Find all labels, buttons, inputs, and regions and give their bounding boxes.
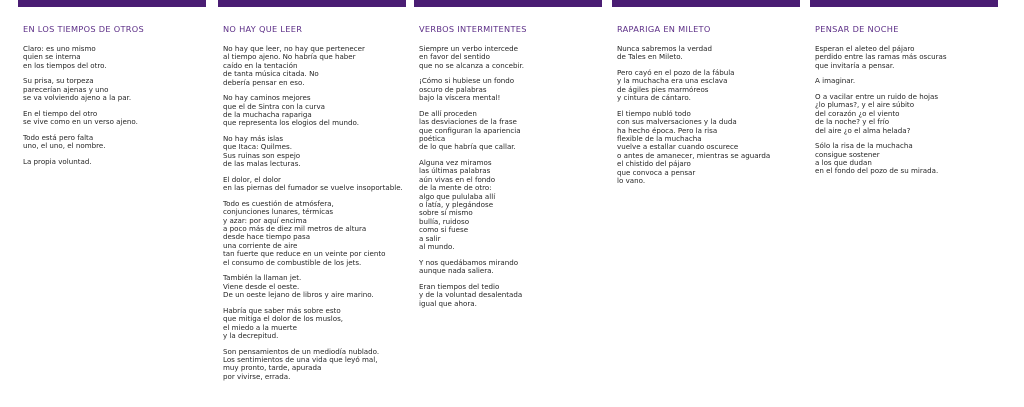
column-header-bar	[218, 0, 406, 7]
verse-line: El dolor, el dolor	[223, 174, 281, 184]
verse-line: de la mente de otro:	[419, 183, 492, 193]
verse-line: Son pensamientos de un mediodía nublado.	[223, 346, 380, 356]
verse-line: en el fondo del pozo de su mirada.	[815, 166, 939, 176]
verse-line: De un oeste lejano de libros y aire marino.	[223, 290, 374, 300]
verse-line: igual que ahora.	[419, 298, 477, 308]
verse-line: conjunciones lunares, térmicas	[223, 207, 334, 217]
verse-line: bajo la víscera mental!	[419, 93, 501, 103]
verse-line: Los sentimientos de una vida que leyó mal,	[223, 354, 378, 364]
verse-line: Su prisa, su torpeza	[23, 76, 94, 86]
verse-line: Pero cayó en el pozo de la fábula	[617, 68, 735, 77]
verse-line: flexible de la muchacha	[617, 134, 702, 144]
verse-line: por vivirse, errada.	[223, 371, 291, 381]
column-header-bar	[810, 0, 998, 7]
verse-line: No hay más islas	[223, 134, 284, 144]
verse-line: sobre sí mismo	[419, 208, 473, 218]
poem-title: EN LOS TIEMPOS DE OTROS	[23, 24, 145, 34]
verse-line: a poco más de diez mil metros de altura	[223, 224, 367, 234]
verse-line: al mundo.	[419, 242, 455, 252]
stanza	[223, 135, 406, 169]
verse-line: de ágiles pies marmóreos	[617, 84, 709, 94]
verse-line: del aire ¿o el alma helada?	[815, 125, 911, 135]
verse-line: en los tiempos del otro.	[23, 60, 107, 70]
verse-line: que Itaca: Quilmes.	[223, 142, 292, 152]
verse-line: O a vacilar entre un ruido de hojas	[815, 92, 939, 101]
verse-line: aunque nada saliera.	[419, 266, 494, 276]
verse-line: a los que dudan	[815, 158, 872, 168]
verse-line: algo que pululaba allí	[419, 191, 496, 201]
stanza	[223, 274, 406, 299]
verse-line: y de la voluntad desalentada	[419, 290, 523, 300]
poem-body	[815, 45, 998, 176]
verse-line: que representa los elogios del mundo.	[223, 118, 359, 128]
stanza	[419, 110, 602, 152]
verse-line: Sus ruinas son espejo	[223, 150, 301, 160]
stanza	[223, 348, 406, 382]
verse-line: aún vivas en el fondo	[419, 174, 496, 184]
verse-line: que no se alcanza a concebir.	[419, 60, 525, 70]
verse-line: el consumo de combustible de los jets.	[223, 257, 362, 267]
verse-line: como si fuese	[419, 225, 469, 235]
poem-body	[617, 45, 800, 185]
stanza	[23, 158, 206, 166]
verse-line: a salir	[419, 233, 441, 243]
verse-line: debería pensar en eso.	[223, 77, 305, 87]
stanza	[419, 283, 602, 308]
verse-line: caído en la tentación	[223, 60, 298, 70]
verse-line: de las malas lecturas.	[223, 159, 301, 169]
verse-line: que mitiga el dolor de los muslos,	[223, 314, 344, 324]
verse-line: Sólo la risa de la muchacha	[815, 141, 913, 151]
stanza	[223, 176, 406, 193]
verse-line: Y nos quedábamos mirando	[419, 257, 519, 267]
verse-line: al tiempo ajeno. No habría que haber	[223, 52, 356, 62]
stanza	[23, 77, 206, 102]
stanza	[419, 159, 602, 251]
stanza	[419, 77, 602, 102]
verse-line: Nunca sabremos la verdad	[617, 44, 712, 53]
verse-line: perdido entre las ramas más oscuras	[815, 52, 947, 62]
verse-line: ¡Cómo si hubiese un fondo	[419, 76, 515, 86]
verse-line: con sus malversaciones y la duda	[617, 117, 737, 127]
stanza	[223, 307, 406, 341]
verse-line: parecerían ajenas y uno	[23, 84, 109, 94]
verse-line: las desviaciones de la frase	[419, 117, 517, 127]
verse-line: lo vano.	[617, 176, 646, 186]
verse-line: Siempre un verbo intercede	[419, 44, 518, 53]
verse-line: y cintura de cántaro.	[617, 93, 691, 103]
verse-line: consigue sostener	[815, 149, 880, 159]
stanza	[223, 94, 406, 128]
verse-line: Todo está pero falta	[23, 132, 94, 142]
verse-line: Viene desde el oeste.	[223, 281, 300, 291]
verse-line: que configuran la apariencia	[419, 125, 521, 135]
stanza	[419, 45, 602, 70]
stanza	[23, 45, 206, 70]
verse-line: de tanta música citada. No	[223, 69, 319, 79]
verse-line: que el de Sintra con la curva	[223, 101, 326, 111]
verse-line: desde hace tiempo pasa	[223, 232, 311, 242]
stanza	[617, 69, 800, 103]
verse-line: una corriente de aire	[223, 240, 298, 250]
verse-line: Todo es cuestión de atmósfera,	[223, 198, 334, 208]
verse-line: No hay que leer, no hay que pertenecer	[223, 44, 365, 53]
poem-title: VERBOS INTERMITENTES	[419, 24, 527, 34]
poem-column-3	[414, 0, 602, 315]
verse-line: Habría que saber más sobre esto	[223, 305, 341, 315]
verse-line: en las piernas del fumador se vuelve insoportable.	[223, 183, 403, 193]
verse-line: el chistido del pájaro	[617, 159, 691, 169]
stanza	[815, 45, 998, 70]
stanza	[815, 142, 998, 176]
poem-body	[23, 45, 206, 166]
verse-line: se vive como en un verso ajeno.	[23, 117, 138, 127]
verse-line: que invitaría a pensar.	[815, 60, 895, 70]
verse-line: No hay caminos mejores	[223, 93, 311, 103]
verse-line: o antes de amanecer, mientras se aguarda	[617, 150, 771, 160]
verse-line: De allí proceden	[419, 108, 477, 118]
poem-body	[223, 45, 406, 381]
stanza	[815, 93, 998, 135]
verse-line: vuelve a estallar cuando oscurece	[617, 142, 739, 152]
verse-line: uno, el uno, el nombre.	[23, 141, 106, 151]
verse-line: poética	[419, 134, 446, 144]
stanza	[419, 259, 602, 276]
poem-title: PENSAR DE NOCHE	[815, 24, 899, 34]
verse-line: el miedo a la muerte	[223, 322, 297, 332]
poem-column-1	[18, 0, 206, 173]
verse-line: Claro: es uno mismo	[23, 44, 96, 53]
verse-line: de Tales en Mileto.	[617, 52, 683, 62]
verse-line: de la muchacha rapariga	[223, 110, 312, 120]
verse-line: de lo que habría que callar.	[419, 142, 516, 152]
verse-line: Alguna vez miramos	[419, 158, 492, 168]
verse-line: bullía, ruidoso	[419, 216, 470, 226]
stanza	[23, 110, 206, 127]
verse-line: quien se interna	[23, 52, 81, 62]
verse-line: oscuro de palabras	[419, 84, 487, 94]
verse-line: tan fuerte que reduce en un veinte por ciento	[223, 249, 386, 259]
column-header-bar	[414, 0, 602, 7]
stanza	[223, 200, 406, 267]
verse-line: muy pronto, tarde, apurada	[223, 363, 322, 373]
verse-line: y la muchacha era una esclava	[617, 76, 728, 86]
verse-line: de la noche? y el frío	[815, 117, 890, 127]
verse-line: A imaginar.	[815, 76, 856, 86]
verse-line: o latía, y plegándose	[419, 200, 494, 210]
poem-column-2	[218, 0, 406, 388]
verse-line: y azar: por aquí encima	[223, 215, 307, 225]
poem-title: RAPARIGA EN MILETO	[617, 24, 711, 34]
poem-body	[419, 45, 602, 308]
verse-line: las últimas palabras	[419, 166, 491, 176]
stanza	[617, 45, 800, 62]
verse-line: se va volviendo ajeno a la par.	[23, 93, 132, 103]
poem-column-4	[612, 0, 800, 193]
stanza	[223, 45, 406, 87]
column-header-bar	[612, 0, 800, 7]
verse-line: También la llaman jet.	[223, 273, 302, 283]
verse-line: Eran tiempos del tedio	[419, 281, 500, 291]
verse-line: del corazón ¿o el viento	[815, 108, 900, 118]
column-header-bar	[18, 0, 206, 7]
verse-line: ha hecho época. Pero la risa	[617, 125, 718, 135]
poem-title: NO HAY QUE LEER	[223, 24, 303, 34]
stanza	[815, 77, 998, 85]
verse-line: en favor del sentido	[419, 52, 490, 62]
verse-line: En el tiempo del otro	[23, 108, 98, 118]
verse-line: El tiempo nubló todo	[617, 108, 691, 118]
poem-column-5	[810, 0, 998, 183]
verse-line: y la decrepitud.	[223, 330, 279, 340]
verse-line: que convoca a pensar	[617, 167, 696, 177]
verse-line: ¿lo plumas?, y el aire súbito	[815, 100, 915, 110]
verse-line: Esperan el aleteo del pájaro	[815, 44, 915, 53]
stanza	[617, 110, 800, 186]
verse-line: La propia voluntad.	[23, 156, 92, 166]
stanza	[23, 134, 206, 151]
